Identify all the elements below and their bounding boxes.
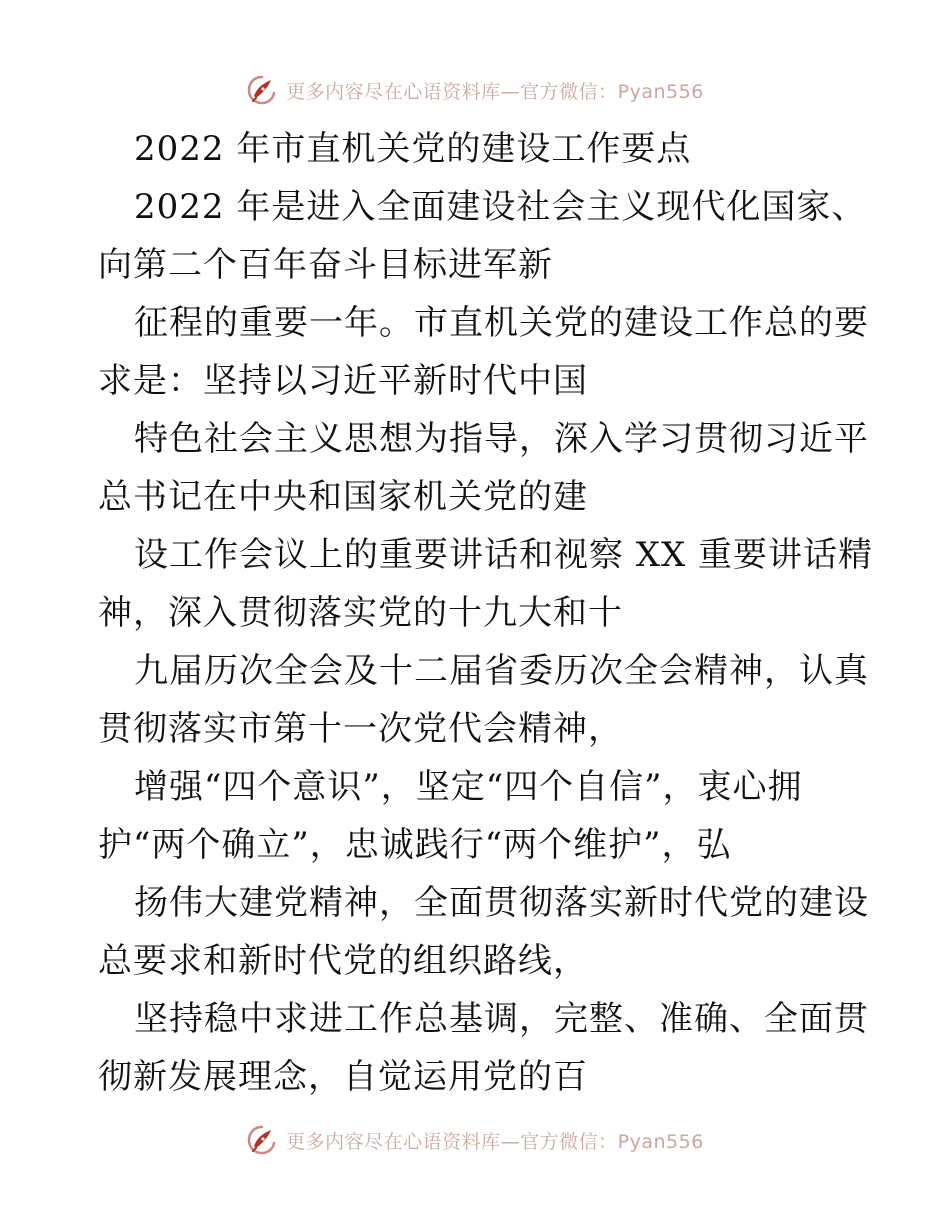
- text-line: 2022 年市直机关党的建设工作要点: [134, 129, 692, 169]
- text-line: 征程的重要一年。市直机关党的建设工作总的要: [134, 303, 869, 343]
- text-line: 增强“四个意识”，坚定“四个自信”，衷心拥: [134, 767, 803, 807]
- text-line: 护“两个确立”，忠诚践行“两个维护”，弘: [98, 825, 732, 865]
- text-line: 坚持稳中求进工作总基调，完整、准确、全面贯: [134, 999, 869, 1039]
- text-line: 求是：坚持以习近平新时代中国: [98, 361, 588, 401]
- pen-nib-swirl-logo-icon: [246, 1124, 278, 1156]
- watermark-text: 更多内容尽在心语资料库—官方微信：Pyan556: [286, 80, 704, 103]
- text-line: 向第二个百年奋斗目标进军新: [98, 245, 553, 285]
- text-line: 九届历次全会及十二届省委历次全会精神，认真: [134, 651, 869, 691]
- text-line: 彻新发展理念，自觉运用党的百: [98, 1057, 588, 1097]
- footer-watermark: [0, 1120, 950, 1160]
- document-body: [98, 120, 874, 1106]
- text-line: 特色社会主义思想为指导，深入学习贯彻习近平: [134, 419, 869, 459]
- text-line: 总书记在中央和国家机关党的建: [98, 477, 588, 517]
- text-line: 扬伟大建党精神，全面贯彻落实新时代党的建设: [134, 883, 869, 923]
- text-line: 总要求和新时代党的组织路线，: [98, 941, 588, 981]
- pen-nib-swirl-logo-icon: [246, 74, 278, 106]
- watermark-text: 更多内容尽在心语资料库—官方微信：Pyan556: [286, 1130, 704, 1153]
- header-watermark: [0, 70, 950, 110]
- text-line: 神，深入贯彻落实党的十九大和十: [98, 593, 623, 633]
- text-line: 设工作会议上的重要讲话和视察 XX 重要讲话精: [134, 535, 874, 575]
- text-line: 2022 年是进入全面建设社会主义现代化国家、: [134, 187, 867, 227]
- text-line: 贯彻落实市第十一次党代会精神，: [98, 709, 623, 749]
